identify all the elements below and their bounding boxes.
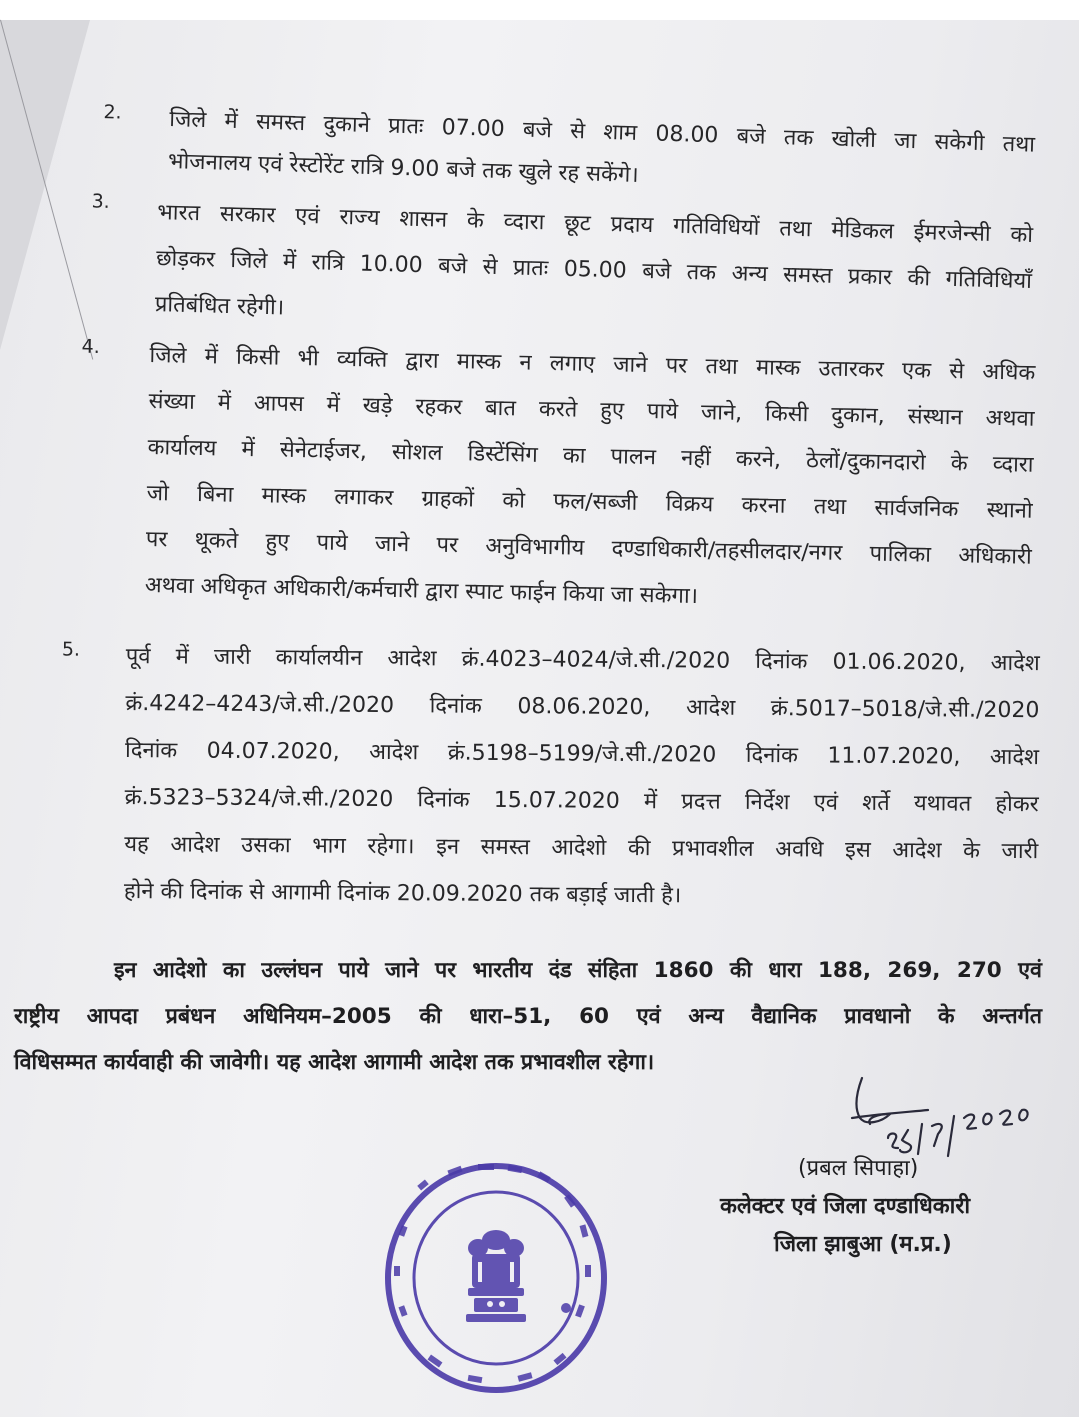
text-line: क्रं.4242–4243/जे.सी./2020 दिनांक 08.06.2020, आदेश क्रं.5017–5018/जे.सी./2020 (125, 690, 1040, 724)
text-line: छोड़कर जिले में रात्रि 10.00 बजे से प्रातः 05.00 बजे तक अन्य समस्त प्रकार की गतिविधियॉं (155, 246, 1033, 295)
item-number: 4. (81, 335, 101, 359)
text-line: संख्या में आपस में खड़े रहकर बात करते हुए पाये जाने, किसी दुकान, संस्थान अथवा (148, 388, 1035, 432)
text-line: भारत सरकार एवं राज्य शासन के व्दारा छूट प्रदाय गतिविधियों तथा मेडिकल ईमरजेन्सी को (157, 200, 1034, 249)
item-text (124, 633, 1040, 922)
signatory-designation: कलेक्टर एवं जिला दण्डाधिकारी (720, 1194, 971, 1219)
closing-line: राष्ट्रीय आपदा प्रबंधन अधिनियम–2005 की धारा–51, 60 एवं अन्य वैद्यानिक प्रावधानो के अन्तर्गत (14, 1004, 1042, 1029)
signature-block (720, 1150, 1050, 1264)
text-line: पर थूकते हुए पाये जाने पर अनुविभागीय दण्डाधिकारी/तहसीलदार/नगर पालिका अधिकारी (145, 526, 1032, 570)
text-line: पूर्व में जारी कार्यालयीन आदेश क्रं.4023–4024/जे.सी./2020 दिनांक 01.06.2020, आदेश (125, 643, 1040, 677)
order-item (0, 94, 1079, 188)
text-line: भोजनालय एवं रेस्टोरेंट रात्रि 9.00 बजे तक खुले रह सकेंगे। (167, 149, 640, 188)
text-line: जो बिना मास्क लगाकर ग्राहकों को फल/सब्जी विक्रय करना तथा सार्वजनिक स्थानो (146, 480, 1033, 524)
item-number: 2. (103, 101, 122, 124)
item-text (167, 99, 1035, 209)
item-text (144, 333, 1035, 627)
signatory-place: जिला झाबुआ (म.प्र.) (774, 1232, 952, 1257)
closing-paragraph (14, 948, 1042, 1086)
text-line: क्रं.5323–5324/जे.सी./2020 दिनांक 15.07.2020 में प्रदत्त निर्देश एवं शर्ते यथावत होकर (124, 784, 1039, 818)
text-line: अथवा अधिकृत अधिकारी/कर्मचारी द्वारा स्पाट फाईन किया जा सकेगा। (144, 572, 699, 610)
text-line: होने की दिनांक से आगामी दिनांक 20.09.2020 तक बड़ाई जाती है। (123, 878, 682, 909)
text-line: यह आदेश उसका भाग रहेगा। इन समस्त आदेशो की प्रभावशील अवधि इस आदेश के जारी (124, 831, 1039, 865)
top-white-strip (0, 0, 1079, 20)
text-line: दिनांक 04.07.2020, आदेश क्रं.5198–5199/जे.सी./2020 दिनांक 11.07.2020, आदेश (124, 737, 1040, 771)
text-line: कार्यालय में सेनेटाईजर, सोशल डिस्टेंसिंग का पालन नहीं करने, ठेलों/दुकानदारो के व्दारा (147, 434, 1034, 478)
item-number: 3. (91, 190, 111, 213)
text-line: जिले में किसी भी व्यक्ति द्वारा मास्क न लगाए जाने पर तथा मास्क उतारकर एक से अधिक (149, 343, 1036, 386)
text-line: प्रतिबंधित रहेगी। (154, 292, 285, 321)
text-line: जिले में समस्त दुकाने प्रातः 07.00 बजे से शाम 08.00 बजे तक खोली जा सकेगी तथा (168, 107, 1036, 158)
closing-line: विधिसम्मत कार्यवाही की जावेगी। यह आदेश आगामी आदेश तक प्रभावशील रहेगा। (14, 1050, 655, 1075)
item-number: 5. (61, 638, 81, 661)
signatory-name: (प्रबल सिपाहा) (798, 1156, 919, 1181)
order-item (0, 632, 1079, 909)
item-text (154, 190, 1033, 351)
closing-line: इन आदेशो का उल्लंघन पाये जाने पर भारतीय दंड संहिता 1860 की धारा 188, 269, 270 एवं (114, 958, 1042, 983)
official-seal (378, 1158, 618, 1398)
handwritten-signature (848, 1074, 1038, 1160)
